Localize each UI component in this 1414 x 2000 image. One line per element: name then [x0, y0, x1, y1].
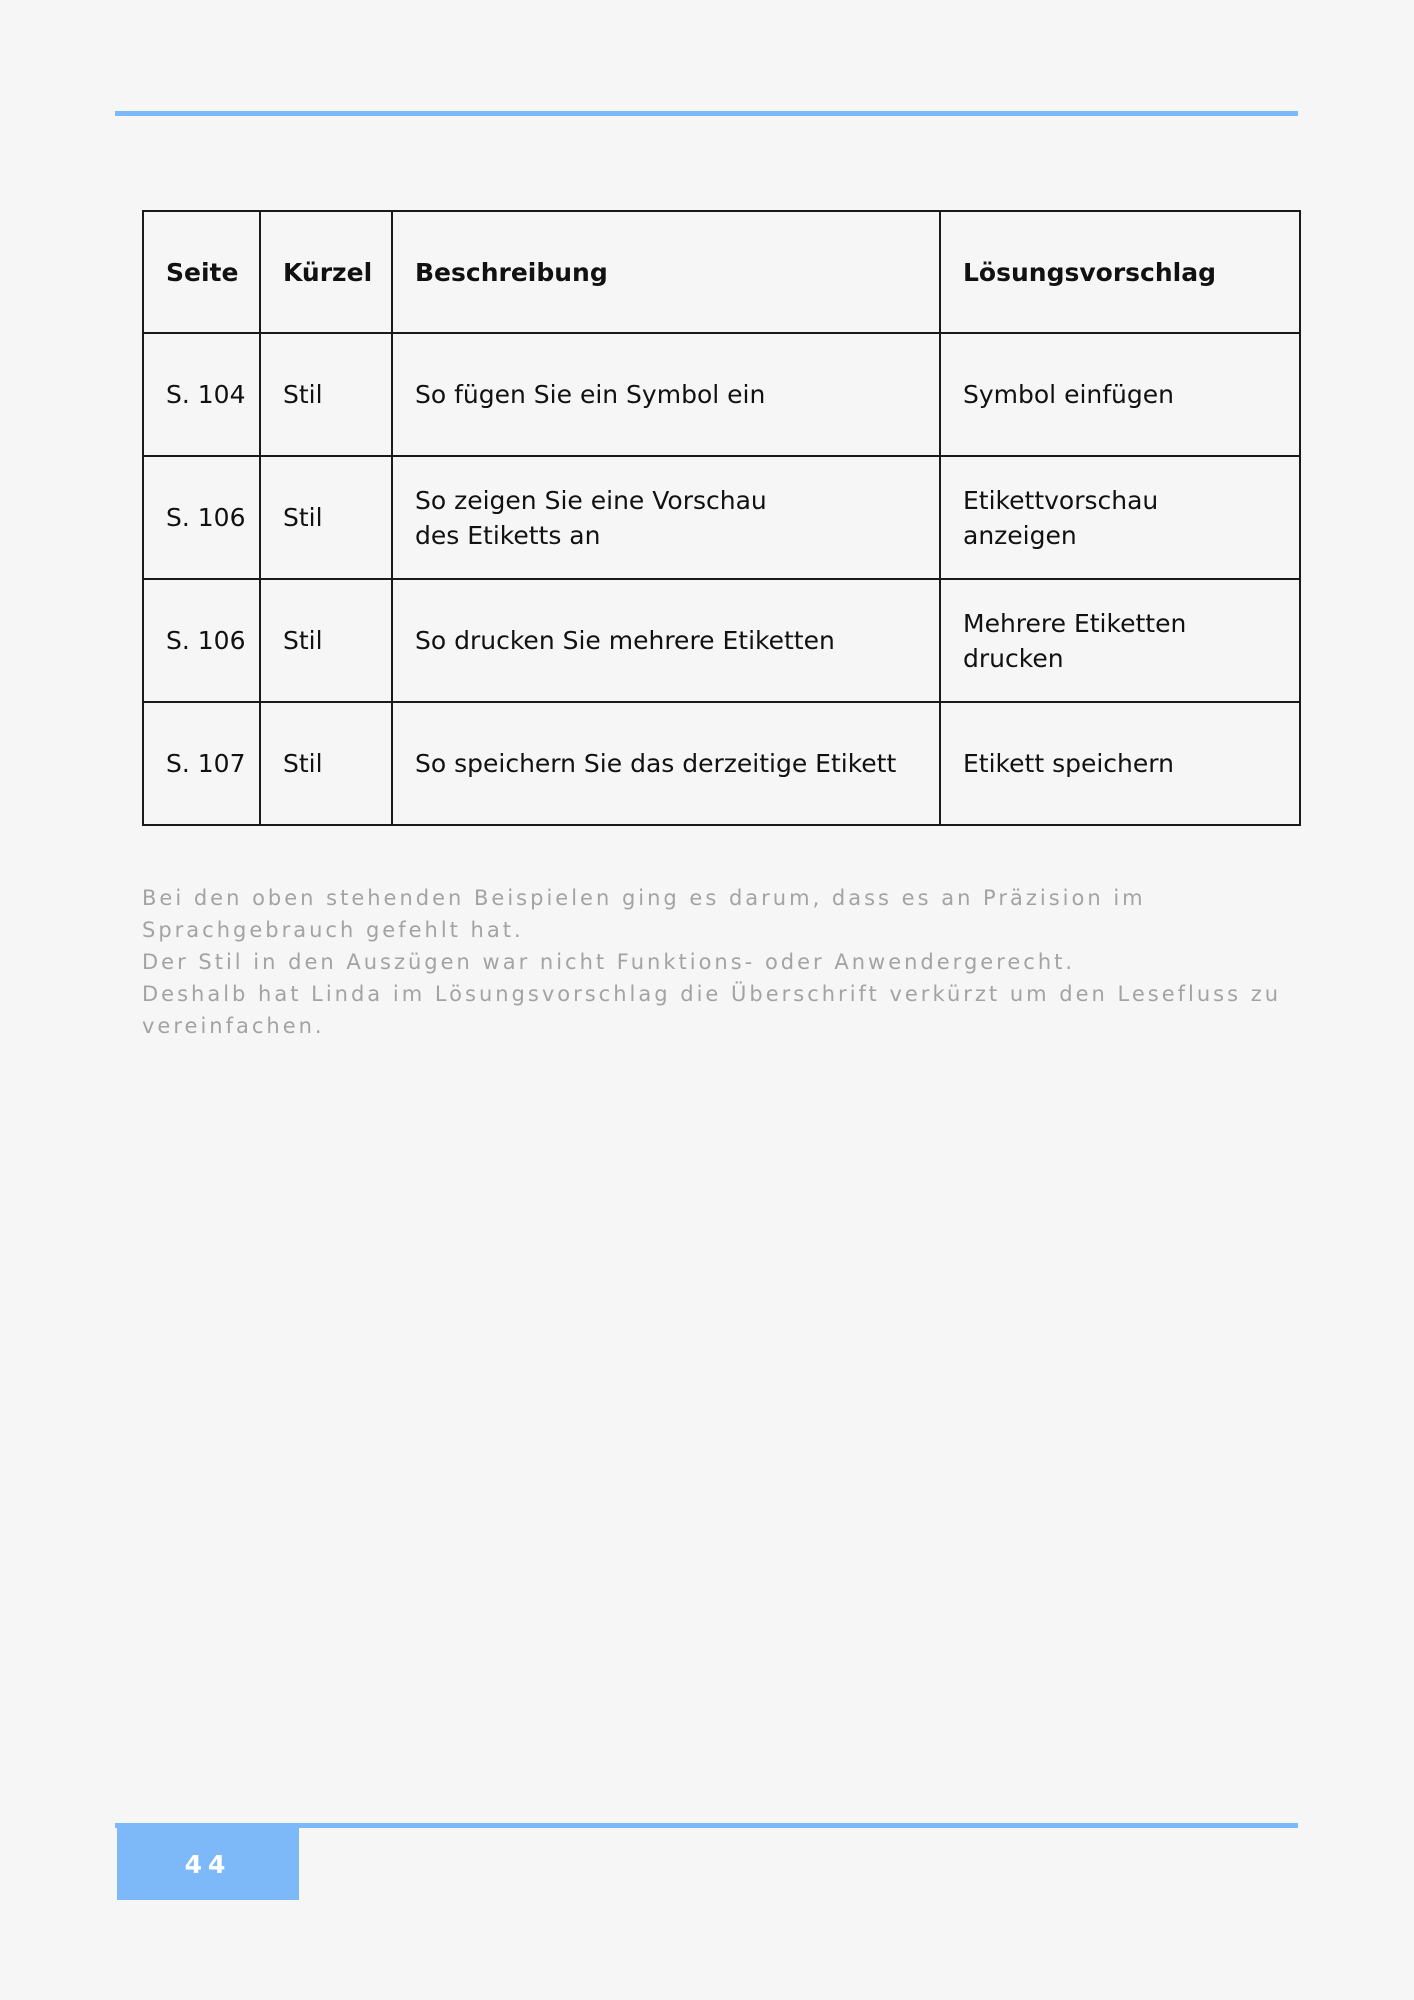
- cell-page: S. 106: [143, 456, 260, 579]
- cell-solution: Etikettvorschau anzeigen: [940, 456, 1300, 579]
- table-row: [143, 333, 1300, 456]
- table-header-row: [143, 211, 1300, 333]
- corrections-table: [142, 210, 1301, 826]
- header-abbreviation: Kürzel: [260, 211, 392, 333]
- table-row: [143, 456, 1300, 579]
- cell-abbreviation: Stil: [260, 333, 392, 456]
- cell-page: S. 107: [143, 702, 260, 825]
- explanation-line: Der Stil in den Auszügen war nicht Funktions- oder Anwendergerecht.: [142, 950, 1076, 974]
- cell-description: So fügen Sie ein Symbol ein: [392, 333, 940, 456]
- cell-description: So drucken Sie mehrere Etiketten: [392, 579, 940, 702]
- page-number: 44: [117, 1828, 299, 1900]
- top-accent-rule: [115, 111, 1298, 116]
- cell-page: S. 104: [143, 333, 260, 456]
- table-row: [143, 702, 1300, 825]
- cell-description: So speichern Sie das derzeitige Etikett: [392, 702, 940, 825]
- cell-abbreviation: Stil: [260, 456, 392, 579]
- table-row: [143, 579, 1300, 702]
- cell-solution: Mehrere Etiketten drucken: [940, 579, 1300, 702]
- cell-abbreviation: Stil: [260, 579, 392, 702]
- header-description: Beschreibung: [392, 211, 940, 333]
- cell-description: So zeigen Sie eine Vorschau des Etiketts an: [392, 456, 940, 579]
- explanation-line: Deshalb hat Linda im Lösungsvorschlag die Überschrift verkürzt um den Lesefluss zu vereinfachen.: [142, 982, 1282, 1038]
- cell-solution: Symbol einfügen: [940, 333, 1300, 456]
- cell-abbreviation: Stil: [260, 702, 392, 825]
- cell-solution: Etikett speichern: [940, 702, 1300, 825]
- explanation-paragraph: [142, 882, 1312, 1042]
- cell-page: S. 106: [143, 579, 260, 702]
- explanation-line: Bei den oben stehenden Beispielen ging es darum, dass es an Präzision im Sprachgebrauch gefehlt hat.: [142, 886, 1146, 942]
- header-solution: Lösungsvorschlag: [940, 211, 1300, 333]
- header-page: Seite: [143, 211, 260, 333]
